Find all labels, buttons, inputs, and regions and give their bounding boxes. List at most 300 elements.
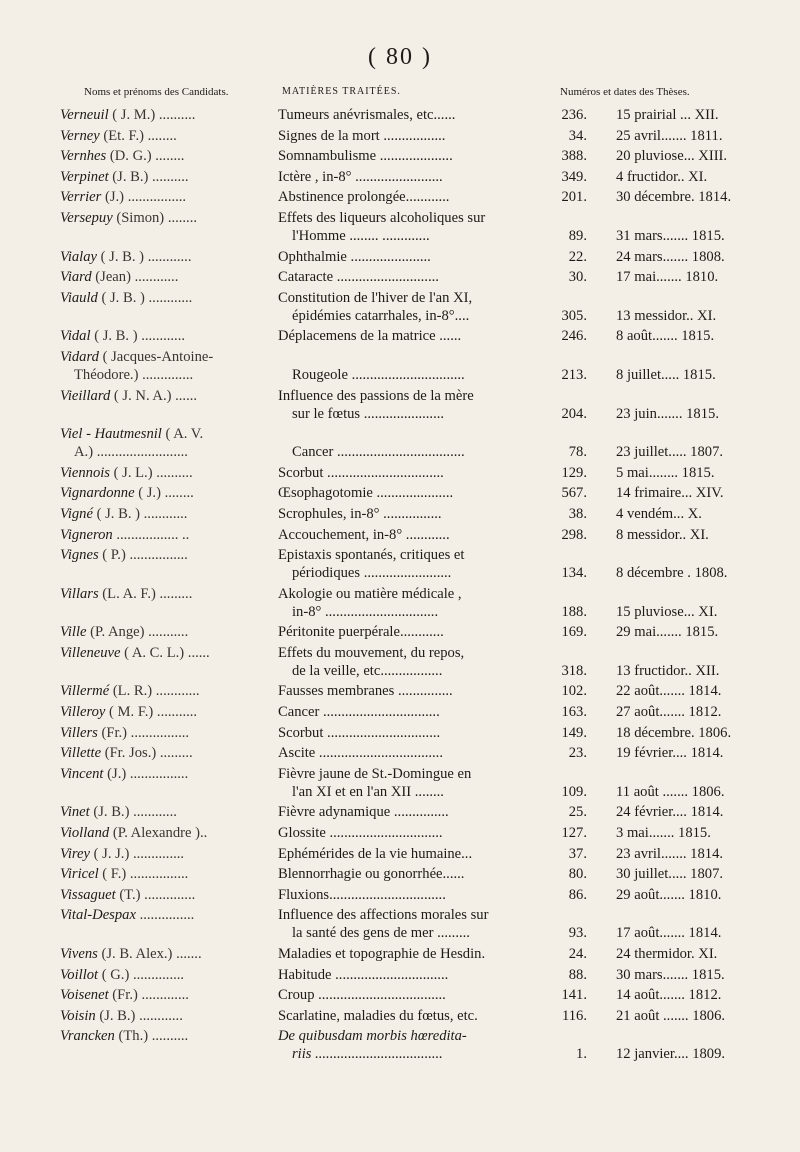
thesis-number: 78. <box>568 444 587 461</box>
subject-line: Effets du mouvement, du repos, <box>278 644 465 661</box>
subject-line: Influence des affections morales sur <box>278 907 489 924</box>
subject-line: Péritonite puerpérale............ <box>278 624 444 641</box>
table-row <box>60 966 750 984</box>
subject <box>278 803 590 821</box>
subject <box>278 289 590 325</box>
subject <box>278 188 590 206</box>
candidates-table <box>60 106 750 1063</box>
candidate-forenames: ( M. F.) ........... <box>105 704 198 721</box>
candidate-forenames: (J. B.) .......... <box>108 168 189 185</box>
thesis-date: 29 mai....... 1815. <box>616 624 719 641</box>
candidate-name <box>60 327 272 345</box>
thesis-date: 23 avril....... 1814. <box>616 845 724 862</box>
candidate-name-line <box>60 209 272 227</box>
thesis-date: 24 mars....... 1808. <box>616 248 725 265</box>
subject-line: Maladies et topographie de Hesdin. <box>278 946 486 962</box>
candidate-surname: Vivens <box>60 946 98 962</box>
candidate-forenames: Théodore.) .............. <box>74 366 194 383</box>
subject-line: Scorbut ............................... <box>278 724 441 741</box>
header-names: Noms et prénoms des Candidats. <box>84 86 229 98</box>
table-row <box>60 188 750 206</box>
candidate-forenames: ( F.) ................ <box>98 866 189 883</box>
thesis-date: 11 août ....... 1806. <box>616 783 725 800</box>
candidate-forenames: ................. .. <box>112 526 190 543</box>
candidate-name <box>60 147 272 165</box>
candidate-surname: Verrier <box>60 189 102 206</box>
candidate-surname: Vidal <box>60 328 91 345</box>
subject-line: Somnambulisme .................... <box>278 148 453 165</box>
table-row <box>60 1027 750 1063</box>
subject-line: épidémies catarrhales, in-8°.... <box>292 307 470 324</box>
candidate-surname: Vigné <box>60 505 93 522</box>
subject <box>278 744 590 762</box>
candidate-surname: Vincent <box>60 765 104 782</box>
candidate-name-line <box>60 526 272 544</box>
thesis-number: 22. <box>568 248 587 265</box>
subject-line: Akologie ou matière médicale , <box>278 585 462 602</box>
candidate-forenames: (J. B. Alex.) ....... <box>97 946 202 962</box>
candidate-surname: Virey <box>60 845 90 862</box>
candidate-name <box>60 906 272 924</box>
candidate-name <box>60 188 272 206</box>
table-row <box>60 1007 750 1025</box>
candidate-name-line <box>60 546 272 564</box>
subject <box>278 845 590 863</box>
thesis-date: 13 fructidor.. XII. <box>616 662 720 679</box>
candidate-name <box>60 268 272 286</box>
candidate-name-line <box>60 505 272 523</box>
thesis-date: 12 janvier.... 1809. <box>616 1046 726 1063</box>
subject <box>278 824 590 842</box>
candidate-name-line <box>60 443 272 461</box>
candidate-name-line <box>60 1007 272 1025</box>
subject <box>278 147 590 165</box>
thesis-date: 17 mai....... 1810. <box>616 269 719 286</box>
thesis-date: 8 messidor.. XI. <box>616 526 709 543</box>
thesis-number: 188. <box>561 603 587 620</box>
candidate-surname: Villars <box>60 585 99 602</box>
subject <box>278 644 590 680</box>
subject-line: Influence des passions de la mère <box>278 387 474 404</box>
candidate-name-line <box>60 623 272 641</box>
subject-line: Fièvre jaune de St.-Domingue en <box>278 765 472 782</box>
candidate-surname: Verpinet <box>60 168 109 185</box>
candidate-forenames: (Jean) ............ <box>91 269 179 286</box>
thesis-date: 25 avril....... 1811. <box>616 127 723 144</box>
candidate-name-line <box>60 986 272 1004</box>
thesis-number: 236. <box>561 107 587 123</box>
subject <box>278 168 590 186</box>
subject-line: la santé des gens de mer ......... <box>292 925 470 942</box>
candidate-forenames: ( A. V. <box>161 426 204 443</box>
candidate-forenames: (T.) .............. <box>115 886 196 903</box>
thesis-date: 17 août....... 1814. <box>616 925 722 942</box>
table-row <box>60 546 750 582</box>
candidate-forenames: (Fr.) ................ <box>97 724 190 741</box>
thesis-date: 27 août....... 1812. <box>616 704 722 721</box>
candidate-name-line <box>60 585 272 603</box>
table-row <box>60 845 750 863</box>
table-row <box>60 945 750 963</box>
table-row <box>60 644 750 680</box>
thesis-number: 246. <box>561 328 587 345</box>
candidate-name-line <box>60 724 272 742</box>
subject-line: Constitution de l'hiver de l'an XI, <box>278 289 473 306</box>
candidate-name <box>60 464 272 482</box>
thesis-date: 21 août ....... 1806. <box>616 1007 726 1024</box>
thesis-number: 129. <box>561 464 587 481</box>
candidate-name <box>60 106 272 124</box>
subject-line <box>278 425 590 443</box>
candidate-surname: Violland <box>60 825 110 842</box>
candidate-name <box>60 526 272 544</box>
subject-line: Cancer ................................ <box>278 704 440 721</box>
candidate-forenames: (Et. F.) ........ <box>99 127 177 144</box>
candidate-name <box>60 585 272 603</box>
header-theses: Numéros et dates des Thèses. <box>560 86 690 98</box>
subject-line: l'Homme ........ ............. <box>292 227 430 244</box>
thesis-date: 8 juillet..... 1815. <box>616 366 716 383</box>
candidate-forenames: ( J. J.) .............. <box>89 845 185 862</box>
candidate-name-line <box>60 387 272 405</box>
thesis-date: 15 prairial ... XII. <box>616 107 719 123</box>
thesis-number: 34. <box>568 127 587 144</box>
subject <box>278 106 590 124</box>
candidate-name-line <box>60 366 272 384</box>
candidate-forenames: (P. Alexandre ).. <box>109 825 208 842</box>
thesis-number: 169. <box>561 624 587 641</box>
subject-line: Signes de la mort ................. <box>278 127 446 144</box>
thesis-number: 318. <box>561 662 587 679</box>
candidate-name-line <box>60 945 272 963</box>
subject <box>278 127 590 145</box>
thesis-date: 29 août....... 1810. <box>616 886 722 903</box>
candidate-surname: Voisin <box>60 1007 96 1024</box>
candidate-name-line <box>60 765 272 783</box>
candidate-surname: Ville <box>60 624 87 641</box>
candidate-forenames: (P. Ange) ........... <box>86 624 189 641</box>
thesis-number: 86. <box>568 886 587 903</box>
subject-line: périodiques ........................ <box>292 565 452 582</box>
candidate-name <box>60 724 272 742</box>
table-row <box>60 803 750 821</box>
candidate-forenames: (Fr.) ............. <box>108 987 189 1004</box>
thesis-date: 8 août....... 1815. <box>616 328 715 345</box>
table-row <box>60 127 750 145</box>
candidate-name-line <box>60 248 272 266</box>
subject-line: Scorbut ................................ <box>278 464 444 481</box>
candidate-forenames: (L. A. F.) ......... <box>98 585 193 602</box>
thesis-number: 201. <box>561 189 587 206</box>
candidate-forenames: ( Jacques-Antoine- <box>98 348 214 365</box>
table-row <box>60 209 750 245</box>
candidate-name-line <box>60 906 272 924</box>
subject <box>278 703 590 721</box>
candidate-forenames: ( J. B. ) ............ <box>90 328 186 345</box>
thesis-date: 4 fructidor.. XI. <box>616 168 708 185</box>
subject <box>278 724 590 742</box>
subject <box>278 546 590 582</box>
thesis-number: 116. <box>562 1007 587 1024</box>
candidate-name-line <box>60 484 272 502</box>
thesis-number: 141. <box>561 987 587 1004</box>
thesis-number: 298. <box>561 526 587 543</box>
thesis-date: 24 thermidor. XI. <box>616 946 718 962</box>
candidate-forenames: (J.) ................ <box>103 765 189 782</box>
candidate-name-line <box>60 644 272 662</box>
candidate-surname: Versepuy <box>60 209 113 226</box>
thesis-number: 38. <box>568 505 587 522</box>
thesis-date: 23 juillet..... 1807. <box>616 444 724 461</box>
subject <box>278 209 590 245</box>
table-row <box>60 865 750 883</box>
candidate-forenames: (Th.) .......... <box>114 1028 189 1045</box>
candidate-name <box>60 865 272 883</box>
candidate-name-line <box>60 327 272 345</box>
table-row <box>60 824 750 842</box>
candidate-name <box>60 425 272 461</box>
candidate-name-line <box>60 425 272 443</box>
thesis-date: 24 février.... 1814. <box>616 804 724 821</box>
subject <box>278 886 590 904</box>
subject <box>278 986 590 1004</box>
candidate-name <box>60 484 272 502</box>
table-row <box>60 106 750 124</box>
candidate-forenames: ( P.) ................ <box>98 547 188 564</box>
subject-line: in-8° ............................... <box>292 603 439 620</box>
thesis-number: 149. <box>561 724 587 741</box>
candidate-forenames: ............... <box>135 907 195 924</box>
table-row <box>60 906 750 942</box>
table-row <box>60 986 750 1004</box>
thesis-number: 349. <box>561 168 587 185</box>
candidate-name <box>60 387 272 405</box>
table-row <box>60 623 750 641</box>
subject-line: Glossite ............................... <box>278 825 443 842</box>
candidate-forenames: (Fr. Jos.) ......... <box>101 745 193 762</box>
subject <box>278 484 590 502</box>
subject-line <box>278 348 590 366</box>
candidate-forenames: ( J. B. ) ............ <box>92 505 188 522</box>
candidate-name <box>60 682 272 700</box>
candidate-surname: Vidard <box>60 348 99 365</box>
subject-line: Croup ................................... <box>278 987 446 1004</box>
candidate-name <box>60 248 272 266</box>
candidate-name-line <box>60 464 272 482</box>
candidate-forenames: ( J. B. ) ............ <box>97 289 193 306</box>
table-row <box>60 327 750 345</box>
candidate-surname: Vrancken <box>60 1028 115 1045</box>
candidate-name <box>60 845 272 863</box>
thesis-number: 109. <box>561 783 587 800</box>
thesis-date: 30 décembre. 1814. <box>616 189 732 206</box>
subject-line: Fausses membranes ............... <box>278 683 453 700</box>
table-row <box>60 268 750 286</box>
subject-line: Cataracte ............................ <box>278 269 439 286</box>
subject-line: Habitude ............................... <box>278 966 449 983</box>
candidate-name <box>60 986 272 1004</box>
thesis-date: 30 mars....... 1815. <box>616 966 725 983</box>
candidate-forenames: (J.) ................ <box>101 189 187 206</box>
table-row <box>60 348 750 384</box>
candidate-name-line <box>60 865 272 883</box>
thesis-number: 305. <box>561 307 587 324</box>
candidate-name-line <box>60 106 272 124</box>
candidate-name <box>60 546 272 564</box>
candidate-forenames: ( J. N. A.) ...... <box>110 387 198 404</box>
thesis-number: 23. <box>568 745 587 762</box>
subject <box>278 865 590 883</box>
table-row <box>60 484 750 502</box>
subject-line: sur le fœtus ...................... <box>292 405 445 422</box>
thesis-number: 102. <box>561 683 587 700</box>
thesis-number: 213. <box>561 366 587 383</box>
thesis-number: 30. <box>568 269 587 286</box>
candidate-surname: Vinet <box>60 804 90 821</box>
candidate-surname: Voillot <box>60 966 99 983</box>
candidate-forenames: (L. R.) ............ <box>109 683 200 700</box>
subject <box>278 945 590 963</box>
subject-line: Blennorrhagie ou gonorrhée...... <box>278 866 465 883</box>
candidate-name <box>60 945 272 963</box>
candidate-forenames: (J. B.) ............ <box>95 1007 183 1024</box>
subject <box>278 682 590 700</box>
candidate-name <box>60 209 272 227</box>
thesis-date: 3 mai....... 1815. <box>616 825 711 842</box>
subject-line: Effets des liqueurs alcoholiques sur <box>278 209 486 226</box>
candidate-name-line <box>60 188 272 206</box>
table-row <box>60 703 750 721</box>
candidate-name-line <box>60 289 272 307</box>
candidate-surname: Villeneuve <box>60 644 121 661</box>
candidate-name-line <box>60 268 272 286</box>
candidate-surname: Villette <box>60 745 102 762</box>
table-row <box>60 464 750 482</box>
candidate-name-line <box>60 886 272 904</box>
subject-line: Ephémérides de la vie humaine... <box>278 845 473 862</box>
candidate-surname: Viricel <box>60 866 99 883</box>
subject-line: Ictère , in-8° ........................ <box>278 168 443 185</box>
subject-line: Tumeurs anévrismales, etc...... <box>278 107 456 123</box>
candidate-name-line <box>60 744 272 762</box>
table-row <box>60 585 750 621</box>
candidate-name <box>60 644 272 662</box>
thesis-number: 25. <box>568 804 587 821</box>
candidate-name <box>60 803 272 821</box>
thesis-number: 93. <box>568 925 587 942</box>
subject <box>278 464 590 482</box>
candidate-name-line <box>60 127 272 145</box>
table-row <box>60 526 750 544</box>
candidate-surname: Vital-Despax <box>60 907 136 924</box>
subject <box>278 1027 590 1063</box>
subject-line: l'an XI et en l'an XII ........ <box>292 783 444 800</box>
candidate-surname: Vignardonne <box>60 485 135 502</box>
candidate-name-line <box>60 1027 272 1045</box>
candidate-name <box>60 765 272 783</box>
subject <box>278 526 590 544</box>
candidate-surname: Verney <box>60 127 100 144</box>
candidate-surname: Villeroy <box>60 704 106 721</box>
candidate-name-line <box>60 168 272 186</box>
subject-line: riis ................................... <box>292 1046 443 1063</box>
candidate-name <box>60 703 272 721</box>
candidate-name <box>60 505 272 523</box>
subject-line: Accouchement, in-8° ............ <box>278 526 450 543</box>
candidate-forenames: ( A. C. L.) ...... <box>120 644 210 661</box>
candidate-name-line <box>60 682 272 700</box>
candidate-forenames: (Simon) ........ <box>112 209 198 226</box>
candidate-name-line <box>60 803 272 821</box>
candidate-surname: Vialay <box>60 248 98 265</box>
candidate-forenames: ( J.) ........ <box>134 485 194 502</box>
candidate-name <box>60 1027 272 1045</box>
table-row <box>60 147 750 165</box>
candidate-forenames: ( J. M.) .......... <box>108 107 196 123</box>
subject-line: Scarlatine, maladies du fœtus, etc. <box>278 1007 478 1024</box>
subject-line: Abstinence prolongée............ <box>278 189 450 206</box>
table-row <box>60 886 750 904</box>
subject <box>278 348 590 384</box>
subject-line: De quibusdam morbis hœredita- <box>278 1028 467 1045</box>
candidate-name <box>60 127 272 145</box>
candidate-forenames: ( J. B. ) ............ <box>97 248 192 265</box>
candidate-name <box>60 348 272 384</box>
subject-line: Fluxions................................ <box>278 886 446 903</box>
thesis-number: 567. <box>561 485 587 502</box>
subject <box>278 906 590 942</box>
subject <box>278 623 590 641</box>
candidate-name-line <box>60 703 272 721</box>
thesis-date: 14 août....... 1812. <box>616 987 722 1004</box>
subject-line: Œsophagotomie ..................... <box>278 485 454 502</box>
candidate-forenames: (J. B.) ............ <box>89 804 177 821</box>
table-row <box>60 744 750 762</box>
candidate-name <box>60 966 272 984</box>
table-row <box>60 682 750 700</box>
thesis-number: 134. <box>561 565 587 582</box>
thesis-date: 20 pluviose... XIII. <box>616 148 728 165</box>
thesis-date: 13 messidor.. XI. <box>616 307 717 324</box>
thesis-number: 88. <box>568 966 587 983</box>
subject <box>278 425 590 461</box>
candidate-name <box>60 289 272 307</box>
table-row <box>60 724 750 742</box>
thesis-date: 4 vendém... X. <box>616 505 702 522</box>
subject-line: Déplacemens de la matrice ...... <box>278 328 462 345</box>
table-row <box>60 248 750 266</box>
subject-line: Fièvre adynamique ............... <box>278 804 449 821</box>
candidate-surname: Vigneron <box>60 526 113 543</box>
subject <box>278 765 590 801</box>
table-row <box>60 765 750 801</box>
candidate-surname: Viel - Hautmesnil <box>60 426 162 443</box>
candidate-forenames: A.) ......................... <box>74 444 188 461</box>
table-row <box>60 168 750 186</box>
subject-line: Cancer ................................... <box>292 444 465 461</box>
candidate-forenames: ( G.) .............. <box>98 966 185 983</box>
subject <box>278 327 590 345</box>
candidate-name <box>60 623 272 641</box>
candidate-name <box>60 168 272 186</box>
subject-line: Ascite .................................. <box>278 745 443 762</box>
candidate-name-line <box>60 348 272 366</box>
candidate-surname: Vieillard <box>60 387 111 404</box>
subject-line: de la veille, etc................. <box>292 662 443 679</box>
thesis-date: 22 août....... 1814. <box>616 683 722 700</box>
thesis-date: 30 juillet..... 1807. <box>616 866 724 883</box>
table-row <box>60 387 750 423</box>
